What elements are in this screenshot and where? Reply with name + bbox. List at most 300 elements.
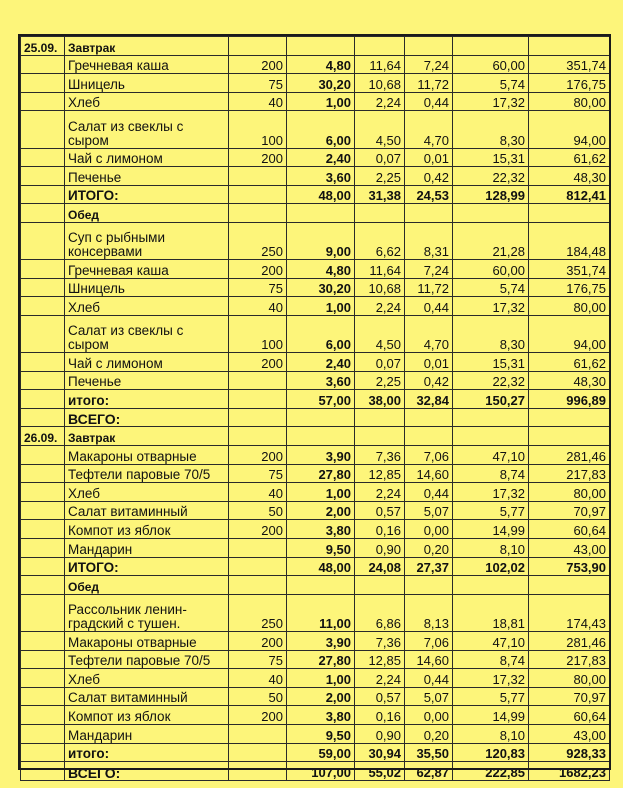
dish-name: Макароны отварные [65,632,229,651]
fat-cell: 0,20 [405,539,453,558]
date-cell [21,669,65,688]
kcal-cell: 70,97 [529,687,610,706]
carbs-cell [453,204,529,223]
protein-cell: 7,36 [355,446,405,465]
protein-cell: 30,94 [355,743,405,762]
kcal-cell [529,408,610,427]
kcal-cell: 61,62 [529,148,610,167]
kcal-cell: 812,41 [529,185,610,204]
kcal-cell: 94,00 [529,111,610,148]
kcal-cell: 928,33 [529,743,610,762]
portion-cell: 50 [229,501,287,520]
date-cell [21,315,65,352]
date-cell [21,762,65,781]
kcal-cell [529,37,610,56]
protein-cell: 0,90 [355,539,405,558]
protein-cell: 12,85 [355,650,405,669]
fat-cell: 5,07 [405,501,453,520]
protein-cell: 2,24 [355,483,405,502]
dish-row [21,446,610,465]
portion-cell: 40 [229,483,287,502]
kcal-cell: 48,30 [529,167,610,186]
protein-cell: 7,36 [355,632,405,651]
protein-cell [355,204,405,223]
carbs-cell: 8,30 [453,315,529,352]
fat-cell: 0,44 [405,483,453,502]
dish-row [21,111,610,148]
date-cell: 25.09. [21,37,65,56]
price-cell: 48,00 [287,557,355,576]
dish-row [21,501,610,520]
dish-row [21,353,610,372]
date-cell [21,576,65,595]
portion-cell: 200 [229,148,287,167]
dish-name: Салат из свеклы с сыром [65,111,229,148]
date-cell: 26.09. [21,427,65,446]
date-cell [21,557,65,576]
portion-cell [229,204,287,223]
dish-row [21,669,610,688]
portion-cell: 75 [229,464,287,483]
carbs-cell: 120,83 [453,743,529,762]
portion-cell: 100 [229,315,287,352]
subtotal-row [21,185,610,204]
date-cell [21,204,65,223]
fat-cell: 0,00 [405,706,453,725]
fat-cell: 7,06 [405,446,453,465]
portion-cell: 75 [229,74,287,93]
protein-cell: 11,64 [355,55,405,74]
fat-cell: 7,24 [405,55,453,74]
carbs-cell: 22,32 [453,371,529,390]
portion-cell [229,408,287,427]
portion-cell: 75 [229,650,287,669]
protein-cell: 2,25 [355,167,405,186]
portion-cell [229,762,287,781]
dish-row [21,222,610,259]
carbs-cell: 14,99 [453,706,529,725]
kcal-cell: 176,75 [529,74,610,93]
menu-table [20,36,610,781]
section-header-row [21,204,610,223]
protein-cell: 38,00 [355,390,405,409]
dish-row [21,464,610,483]
dish-name: Хлеб [65,92,229,111]
protein-cell [355,37,405,56]
dish-row [21,724,610,743]
dish-row [21,278,610,297]
protein-cell: 0,16 [355,520,405,539]
fat-cell: 4,70 [405,315,453,352]
dish-row [21,167,610,186]
carbs-cell: 128,99 [453,185,529,204]
fat-cell: 5,07 [405,687,453,706]
kcal-cell: 60,64 [529,706,610,725]
portion-cell [229,724,287,743]
kcal-cell: 1682,23 [529,762,610,781]
dish-name: Мандарин [65,724,229,743]
carbs-cell: 17,32 [453,92,529,111]
dish-name: Салат из свеклы с сыром [65,315,229,352]
portion-cell: 40 [229,669,287,688]
price-cell: 3,80 [287,706,355,725]
kcal-cell: 753,90 [529,557,610,576]
carbs-cell: 22,32 [453,167,529,186]
price-cell [287,408,355,427]
fat-cell: 0,20 [405,724,453,743]
price-cell: 1,00 [287,92,355,111]
dish-name: Гречневая каша [65,55,229,74]
price-cell [287,204,355,223]
dish-name: Гречневая каша [65,260,229,279]
date-cell [21,390,65,409]
kcal-cell: 217,83 [529,464,610,483]
carbs-cell: 14,99 [453,520,529,539]
dish-name: итого: [65,743,229,762]
date-cell [21,297,65,316]
kcal-cell: 281,46 [529,446,610,465]
fat-cell [405,37,453,56]
section-header-row [21,427,610,446]
carbs-cell: 17,32 [453,669,529,688]
price-cell: 27,80 [287,464,355,483]
protein-cell: 24,08 [355,557,405,576]
date-cell [21,353,65,372]
date-cell [21,724,65,743]
date-cell [21,706,65,725]
fat-cell [405,408,453,427]
portion-cell [229,539,287,558]
carbs-cell: 8,30 [453,111,529,148]
carbs-cell: 47,10 [453,446,529,465]
portion-cell [229,167,287,186]
price-cell: 107,00 [287,762,355,781]
date-cell [21,594,65,631]
date-cell [21,74,65,93]
fat-cell: 8,31 [405,222,453,259]
fat-cell [405,427,453,446]
dish-name: Шницель [65,74,229,93]
price-cell: 27,80 [287,650,355,669]
carbs-cell: 15,31 [453,148,529,167]
protein-cell: 4,50 [355,111,405,148]
fat-cell: 8,13 [405,594,453,631]
fat-cell: 14,60 [405,650,453,669]
portion-cell [229,743,287,762]
fat-cell: 35,50 [405,743,453,762]
portion-cell [229,557,287,576]
protein-cell [355,427,405,446]
grand-total-row [21,762,610,781]
protein-cell: 0,07 [355,148,405,167]
carbs-cell: 21,28 [453,222,529,259]
dish-row [21,92,610,111]
menu-rows [21,37,610,781]
protein-cell: 0,90 [355,724,405,743]
price-cell [287,427,355,446]
fat-cell: 0,01 [405,148,453,167]
date-cell [21,222,65,259]
grand-total-row [21,408,610,427]
fat-cell: 27,37 [405,557,453,576]
price-cell: 2,00 [287,501,355,520]
kcal-cell: 80,00 [529,297,610,316]
portion-cell: 200 [229,260,287,279]
kcal-cell [529,576,610,595]
portion-cell: 100 [229,111,287,148]
dish-name: Хлеб [65,483,229,502]
portion-cell [229,185,287,204]
date-cell [21,371,65,390]
kcal-cell: 43,00 [529,539,610,558]
date-cell [21,111,65,148]
kcal-cell: 281,46 [529,632,610,651]
dish-row [21,74,610,93]
carbs-cell: 47,10 [453,632,529,651]
carbs-cell: 8,10 [453,724,529,743]
carbs-cell [453,37,529,56]
price-cell: 4,80 [287,260,355,279]
dish-row [21,594,610,631]
protein-cell: 6,62 [355,222,405,259]
dish-row [21,632,610,651]
protein-cell: 0,07 [355,353,405,372]
protein-cell: 10,68 [355,74,405,93]
date-cell [21,92,65,111]
portion-cell: 250 [229,222,287,259]
carbs-cell: 5,77 [453,501,529,520]
kcal-cell: 48,30 [529,371,610,390]
dish-name: Рассольник ленин- градский с тушен. [65,594,229,631]
portion-cell: 75 [229,278,287,297]
price-cell: 30,20 [287,278,355,297]
portion-cell [229,427,287,446]
fat-cell: 14,60 [405,464,453,483]
date-cell [21,167,65,186]
date-cell [21,278,65,297]
fat-cell [405,204,453,223]
date-cell [21,148,65,167]
date-cell [21,260,65,279]
carbs-cell: 5,74 [453,74,529,93]
fat-cell: 0,44 [405,297,453,316]
fat-cell: 4,70 [405,111,453,148]
date-cell [21,408,65,427]
dish-name: ИТОГО: [65,185,229,204]
subtotal-row [21,390,610,409]
price-cell [287,37,355,56]
dish-name: Шницель [65,278,229,297]
portion-cell: 200 [229,446,287,465]
price-cell [287,576,355,595]
price-cell: 9,50 [287,724,355,743]
kcal-cell: 351,74 [529,55,610,74]
fat-cell: 0,42 [405,167,453,186]
carbs-cell: 60,00 [453,260,529,279]
portion-cell [229,371,287,390]
carbs-cell: 5,77 [453,687,529,706]
dish-name: Салат витаминный [65,687,229,706]
dish-name: Мандарин [65,539,229,558]
fat-cell: 32,84 [405,390,453,409]
date-cell [21,55,65,74]
dish-name: Хлеб [65,297,229,316]
kcal-cell [529,427,610,446]
carbs-cell: 222,85 [453,762,529,781]
date-cell [21,464,65,483]
dish-row [21,483,610,502]
carbs-cell: 8,74 [453,650,529,669]
protein-cell: 2,24 [355,297,405,316]
carbs-cell: 17,32 [453,297,529,316]
portion-cell: 200 [229,520,287,539]
protein-cell: 2,25 [355,371,405,390]
kcal-cell: 184,48 [529,222,610,259]
dish-row [21,650,610,669]
dish-name: Салат витаминный [65,501,229,520]
price-cell: 6,00 [287,315,355,352]
protein-cell: 12,85 [355,464,405,483]
price-cell: 59,00 [287,743,355,762]
kcal-cell: 174,43 [529,594,610,631]
carbs-cell: 18,81 [453,594,529,631]
date-cell [21,520,65,539]
kcal-cell: 60,64 [529,520,610,539]
price-cell: 11,00 [287,594,355,631]
meal-label: Завтрак [65,37,229,56]
fat-cell: 0,44 [405,92,453,111]
kcal-cell: 61,62 [529,353,610,372]
kcal-cell: 43,00 [529,724,610,743]
meal-label: Обед [65,576,229,595]
dish-row [21,687,610,706]
protein-cell: 55,02 [355,762,405,781]
carbs-cell: 15,31 [453,353,529,372]
portion-cell: 40 [229,297,287,316]
price-cell: 57,00 [287,390,355,409]
price-cell: 3,60 [287,371,355,390]
dish-row [21,260,610,279]
price-cell: 2,40 [287,353,355,372]
date-cell [21,501,65,520]
price-cell: 1,00 [287,483,355,502]
protein-cell: 10,68 [355,278,405,297]
section-header-row [21,37,610,56]
kcal-cell: 80,00 [529,92,610,111]
portion-cell [229,390,287,409]
dish-name: Компот из яблок [65,520,229,539]
portion-cell [229,576,287,595]
price-cell: 3,60 [287,167,355,186]
price-cell: 3,90 [287,446,355,465]
fat-cell: 62,87 [405,762,453,781]
meal-label: Завтрак [65,427,229,446]
dish-name: Компот из яблок [65,706,229,725]
dish-name: Тефтели паровые 70/5 [65,464,229,483]
kcal-cell: 351,74 [529,260,610,279]
portion-cell [229,37,287,56]
protein-cell [355,576,405,595]
protein-cell: 2,24 [355,92,405,111]
dish-name: Печенье [65,167,229,186]
kcal-cell: 176,75 [529,278,610,297]
dish-row [21,520,610,539]
carbs-cell [453,427,529,446]
kcal-cell: 80,00 [529,483,610,502]
protein-cell: 11,64 [355,260,405,279]
dish-name: итого: [65,390,229,409]
carbs-cell: 8,74 [453,464,529,483]
price-cell: 1,00 [287,297,355,316]
protein-cell: 6,86 [355,594,405,631]
kcal-cell: 217,83 [529,650,610,669]
carbs-cell: 60,00 [453,55,529,74]
date-cell [21,650,65,669]
portion-cell: 40 [229,92,287,111]
fat-cell: 24,53 [405,185,453,204]
portion-cell: 250 [229,594,287,631]
protein-cell: 0,57 [355,687,405,706]
carbs-cell: 150,27 [453,390,529,409]
fat-cell: 11,72 [405,278,453,297]
dish-row [21,706,610,725]
dish-name: ВСЕГО: [65,408,229,427]
fat-cell: 0,44 [405,669,453,688]
protein-cell: 2,24 [355,669,405,688]
carbs-cell: 5,74 [453,278,529,297]
price-cell: 2,40 [287,148,355,167]
date-cell [21,539,65,558]
dish-name: Суп с рыбными консервами [65,222,229,259]
kcal-cell: 70,97 [529,501,610,520]
subtotal-row [21,743,610,762]
dish-name: Чай с лимоном [65,148,229,167]
date-cell [21,446,65,465]
dish-row [21,297,610,316]
dish-row [21,539,610,558]
date-cell [21,483,65,502]
price-cell: 1,00 [287,669,355,688]
fat-cell: 11,72 [405,74,453,93]
dish-row [21,55,610,74]
meal-label: Обед [65,204,229,223]
protein-cell [355,408,405,427]
fat-cell: 0,42 [405,371,453,390]
price-cell: 2,00 [287,687,355,706]
protein-cell: 4,50 [355,315,405,352]
subtotal-row [21,557,610,576]
dish-name: Чай с лимоном [65,353,229,372]
portion-cell: 50 [229,687,287,706]
carbs-cell [453,576,529,595]
kcal-cell: 94,00 [529,315,610,352]
dish-row [21,371,610,390]
fat-cell: 0,01 [405,353,453,372]
fat-cell: 7,24 [405,260,453,279]
price-cell: 4,80 [287,55,355,74]
fat-cell: 7,06 [405,632,453,651]
dish-name: ИТОГО: [65,557,229,576]
section-header-row [21,576,610,595]
price-cell: 30,20 [287,74,355,93]
kcal-cell [529,204,610,223]
date-cell [21,743,65,762]
price-cell: 3,80 [287,520,355,539]
protein-cell: 31,38 [355,185,405,204]
protein-cell: 0,16 [355,706,405,725]
portion-cell: 200 [229,632,287,651]
price-cell: 48,00 [287,185,355,204]
